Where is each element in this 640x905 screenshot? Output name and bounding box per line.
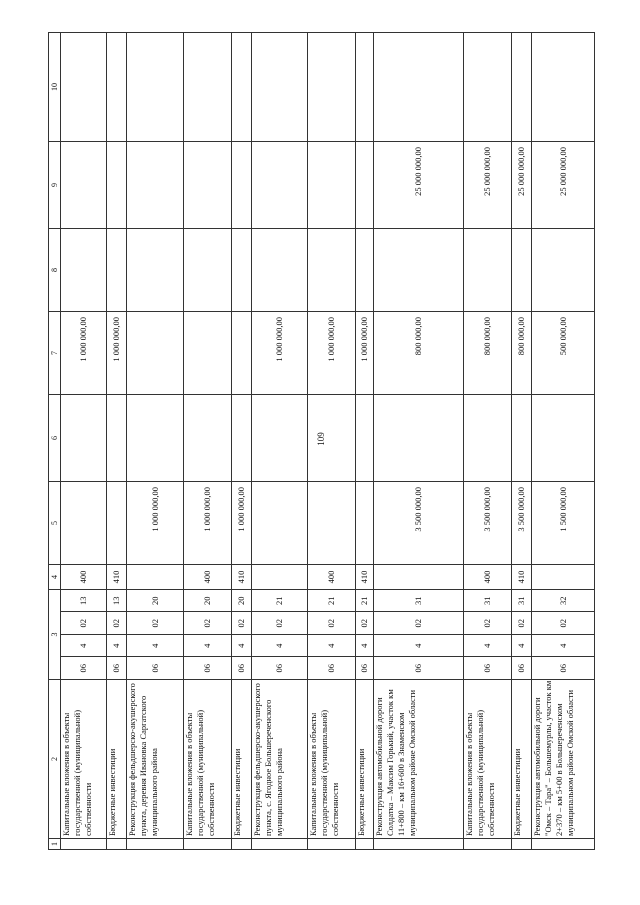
row-col-8 [512, 229, 532, 312]
row-name: Капитальные вложения в объекты государственной (муниципальной) собственности [184, 680, 232, 839]
row-col-6 [374, 395, 464, 482]
row-col-7: 1 000 000,00 [252, 312, 308, 395]
row-col-5: 1 000 000,00 [232, 482, 252, 565]
table-row [374, 33, 464, 850]
row-col-10 [374, 33, 464, 142]
row-col-1 [252, 839, 308, 850]
row-name: Бюджетные инвестиции [232, 680, 252, 839]
row-col-1 [374, 839, 464, 850]
row-code-item: 20 [127, 590, 184, 613]
row-code-subprogram: 02 [532, 612, 595, 635]
row-col-7 [232, 312, 252, 395]
row-code-program: 4 [532, 635, 595, 658]
row-col-1 [107, 839, 127, 850]
table-row [308, 33, 356, 850]
row-col-1 [532, 839, 595, 850]
row-col-9 [127, 142, 184, 229]
row-expense-type [252, 565, 308, 590]
row-col-6 [532, 395, 595, 482]
row-name: Реконструкция фельдшерско-акушерского пункта, с. Ягодное Большереченского муниципального района [252, 680, 308, 839]
row-col-10 [184, 33, 232, 142]
row-code-program: 4 [512, 635, 532, 658]
row-col-8 [374, 229, 464, 312]
row-col-10 [107, 33, 127, 142]
row-col-10 [532, 33, 595, 142]
row-name: Капитальные вложения в объекты государственной (муниципальной) собственности [61, 680, 107, 839]
row-expense-type: 400 [308, 565, 356, 590]
row-expense-type: 400 [61, 565, 107, 590]
row-expense-type: 410 [232, 565, 252, 590]
row-col-6 [107, 395, 127, 482]
table-row [464, 33, 512, 850]
row-col-10 [512, 33, 532, 142]
row-col-9 [232, 142, 252, 229]
row-col-6 [512, 395, 532, 482]
row-col-7: 1 000 000,00 [356, 312, 374, 395]
row-col-5: 3 500 000,00 [464, 482, 512, 565]
row-code-item: 20 [184, 590, 232, 613]
row-code-section: 06 [184, 657, 232, 680]
row-col-5 [308, 482, 356, 565]
row-name: Капитальные вложения в объекты государственной (муниципальной) собственности [464, 680, 512, 839]
row-col-1 [308, 839, 356, 850]
row-code-section: 06 [127, 657, 184, 680]
row-code-subprogram: 02 [464, 612, 512, 635]
row-col-1 [127, 839, 184, 850]
row-code-section: 06 [464, 657, 512, 680]
row-col-10 [232, 33, 252, 142]
row-name: Реконструкция фельдшерско-акушерского пункта, деревня Ивановка Саргатского муниципального района [127, 680, 184, 839]
row-expense-type: 410 [512, 565, 532, 590]
col-header-5: 5 [49, 482, 61, 565]
row-col-9 [252, 142, 308, 229]
row-col-1 [232, 839, 252, 850]
row-name: Капитальные вложения в объекты государственной (муниципальной) собственности [308, 680, 356, 839]
row-code-subprogram: 02 [252, 612, 308, 635]
row-col-5 [252, 482, 308, 565]
row-col-5 [356, 482, 374, 565]
row-col-6 [308, 395, 356, 482]
row-col-10 [252, 33, 308, 142]
row-code-program: 4 [107, 635, 127, 658]
row-col-8 [107, 229, 127, 312]
row-col-7: 1 000 000,00 [308, 312, 356, 395]
row-col-6 [252, 395, 308, 482]
row-name: Реконструкция автомобильной дороги Солдатка – Максим Горький, участок км 11+800 – км 16+600 в Знаменском муниципальном районе Омской области [374, 680, 464, 839]
row-col-5 [107, 482, 127, 565]
row-code-item: 31 [374, 590, 464, 613]
row-code-item: 20 [232, 590, 252, 613]
budget-table [48, 32, 595, 850]
row-col-7: 1 000 000,00 [107, 312, 127, 395]
row-code-item: 21 [252, 590, 308, 613]
row-col-5: 1 000 000,00 [127, 482, 184, 565]
row-code-section: 06 [61, 657, 107, 680]
row-col-8 [127, 229, 184, 312]
table-row [107, 33, 127, 850]
row-col-9 [61, 142, 107, 229]
table-body [61, 33, 595, 850]
row-name: Бюджетные инвестиции [356, 680, 374, 839]
row-col-1 [184, 839, 232, 850]
row-code-program: 4 [374, 635, 464, 658]
col-header-2: 2 [49, 680, 61, 839]
row-expense-type [374, 565, 464, 590]
row-col-8 [61, 229, 107, 312]
col-header-7: 7 [49, 312, 61, 395]
row-col-6 [464, 395, 512, 482]
col-header-6: 6 [49, 395, 61, 482]
row-col-8 [356, 229, 374, 312]
row-col-8 [532, 229, 595, 312]
col-header-3: 3 [49, 590, 61, 680]
row-col-1 [464, 839, 512, 850]
row-code-item: 13 [61, 590, 107, 613]
table-row [512, 33, 532, 850]
row-code-item: 31 [464, 590, 512, 613]
row-col-9 [356, 142, 374, 229]
row-code-program: 4 [61, 635, 107, 658]
row-col-5: 1 000 000,00 [184, 482, 232, 565]
row-col-10 [308, 33, 356, 142]
row-code-program: 4 [184, 635, 232, 658]
row-expense-type [532, 565, 595, 590]
row-col-9 [107, 142, 127, 229]
row-col-8 [252, 229, 308, 312]
table-row [61, 33, 107, 850]
row-col-8 [464, 229, 512, 312]
row-code-subprogram: 02 [356, 612, 374, 635]
row-code-subprogram: 02 [232, 612, 252, 635]
row-code-subprogram: 02 [61, 612, 107, 635]
row-code-program: 4 [252, 635, 308, 658]
row-code-section: 06 [356, 657, 374, 680]
row-code-item: 13 [107, 590, 127, 613]
row-col-6 [184, 395, 232, 482]
table-row [184, 33, 232, 850]
row-code-item: 31 [512, 590, 532, 613]
row-col-6 [232, 395, 252, 482]
row-col-6 [127, 395, 184, 482]
row-code-item: 21 [308, 590, 356, 613]
col-header-8: 8 [49, 229, 61, 312]
column-number-row [49, 33, 61, 850]
row-code-subprogram: 02 [107, 612, 127, 635]
row-col-10 [356, 33, 374, 142]
row-col-9: 25 000 000,00 [512, 142, 532, 229]
row-col-10 [127, 33, 184, 142]
row-code-program: 4 [464, 635, 512, 658]
row-name: Бюджетные инвестиции [107, 680, 127, 839]
row-col-7: 800 000,00 [464, 312, 512, 395]
row-expense-type: 410 [107, 565, 127, 590]
row-col-10 [464, 33, 512, 142]
row-code-subprogram: 02 [127, 612, 184, 635]
row-code-section: 06 [107, 657, 127, 680]
row-code-program: 4 [127, 635, 184, 658]
row-code-section: 06 [532, 657, 595, 680]
row-code-subprogram: 02 [512, 612, 532, 635]
table-row [127, 33, 184, 850]
row-col-7: 1 000 000,00 [61, 312, 107, 395]
col-header-1: 1 [49, 839, 61, 850]
row-col-8 [184, 229, 232, 312]
row-code-item: 32 [532, 590, 595, 613]
row-code-section: 06 [232, 657, 252, 680]
row-code-program: 4 [232, 635, 252, 658]
row-code-item: 21 [356, 590, 374, 613]
row-col-5: 3 500 000,00 [374, 482, 464, 565]
row-col-9: 25 000 000,00 [374, 142, 464, 229]
page-number: 109 [315, 432, 326, 446]
row-col-6 [61, 395, 107, 482]
row-code-program: 4 [308, 635, 356, 658]
row-col-5: 1 500 000,00 [532, 482, 595, 565]
row-col-9 [184, 142, 232, 229]
row-code-subprogram: 02 [184, 612, 232, 635]
table-row [356, 33, 374, 850]
row-code-program: 4 [356, 635, 374, 658]
row-col-5 [61, 482, 107, 565]
row-expense-type: 410 [356, 565, 374, 590]
col-header-9: 9 [49, 142, 61, 229]
col-header-10: 10 [49, 33, 61, 142]
row-code-section: 06 [308, 657, 356, 680]
row-col-6 [356, 395, 374, 482]
row-code-subprogram: 02 [374, 612, 464, 635]
col-header-4: 4 [49, 565, 61, 590]
row-col-1 [61, 839, 107, 850]
rotated-table-container [48, 32, 575, 850]
row-expense-type [127, 565, 184, 590]
row-col-1 [512, 839, 532, 850]
table-row [232, 33, 252, 850]
row-col-8 [308, 229, 356, 312]
row-col-7: 800 000,00 [374, 312, 464, 395]
row-col-10 [61, 33, 107, 142]
row-col-8 [232, 229, 252, 312]
row-expense-type: 400 [464, 565, 512, 590]
row-col-7: 500 000,00 [532, 312, 595, 395]
row-code-subprogram: 02 [308, 612, 356, 635]
row-code-section: 06 [252, 657, 308, 680]
row-col-9: 25 000 000,00 [464, 142, 512, 229]
row-code-section: 06 [374, 657, 464, 680]
row-col-5: 3 500 000,00 [512, 482, 532, 565]
row-col-7 [127, 312, 184, 395]
row-name: Реконструкция автомобильной дороги "Омск – Тара" – Большемурлы, участок км 2+370 – км 5+00 в Большереченском муниципальном районе Омской области [532, 680, 595, 839]
row-name: Бюджетные инвестиции [512, 680, 532, 839]
table-row [252, 33, 308, 850]
row-col-9: 25 000 000,00 [532, 142, 595, 229]
row-col-7 [184, 312, 232, 395]
row-col-1 [356, 839, 374, 850]
row-col-9 [308, 142, 356, 229]
row-expense-type: 400 [184, 565, 232, 590]
row-col-7: 800 000,00 [512, 312, 532, 395]
row-code-section: 06 [512, 657, 532, 680]
table-row [532, 33, 595, 850]
